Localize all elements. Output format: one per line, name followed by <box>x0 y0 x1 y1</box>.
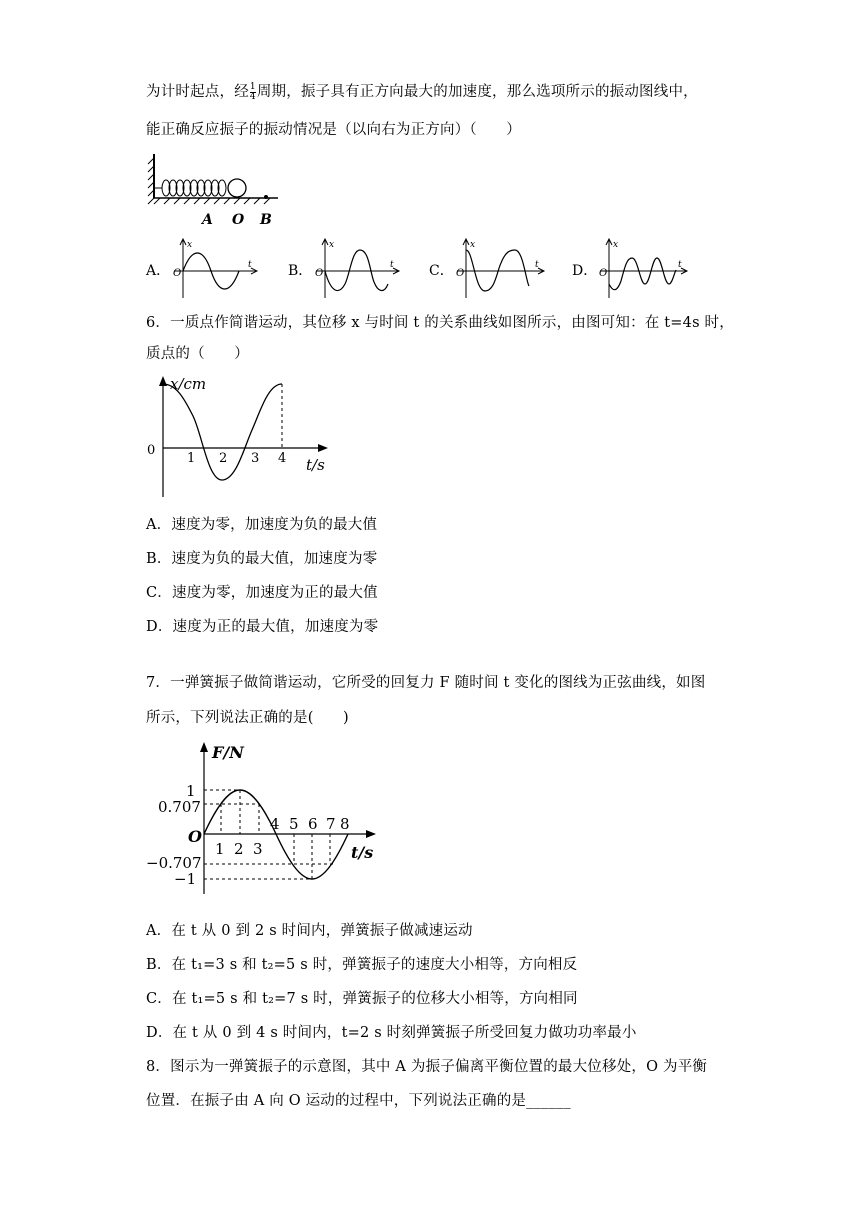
q6-displacement-graph <box>140 372 340 502</box>
q5-line-1-pre: 为计时起点，经 <box>146 84 249 100</box>
q6-tick-2: 2 <box>219 451 228 466</box>
q6-line-1: 6．一质点作简谐运动，其位移 x 与时间 t 的关系曲线如图所示，由图可知：在 t=4s 时， <box>146 315 734 331</box>
svg-text:t: t <box>535 260 539 270</box>
q7-x-tick-4: 4 <box>270 815 280 833</box>
q7-y-tick-1: 1 <box>186 782 196 800</box>
q6-option-c: C．速度为零，加速度为正的最大值 <box>146 585 378 601</box>
svg-text:O: O <box>315 268 324 279</box>
svg-text:x: x <box>613 240 619 250</box>
q5-line-2: 能正确反应振子的振动情况是（以向右为正方向）（ ） <box>146 122 521 138</box>
q7-x-tick-3: 3 <box>253 840 263 858</box>
svg-text:x: x <box>470 240 476 250</box>
q7-x-tick-6: 6 <box>308 815 318 833</box>
q7-x-tick-1: 1 <box>215 840 225 858</box>
q6-x-axis-label: t/s <box>306 456 325 474</box>
q7-option-d: D．在 t 从 0 到 4 s 时间内，t=2 s 时刻弹簧振子所受回复力做功功率最小 <box>146 1025 637 1041</box>
quarter-fraction: $\frac{1}{4}$ <box>249 81 256 102</box>
q7-option-c: C．在 t₁=5 s 和 t₂=7 s 时，弹簧振子的位移大小相等，方向相同 <box>146 991 578 1007</box>
q6-y-axis-label: x/cm <box>170 375 207 393</box>
q7-force-graph <box>144 738 384 898</box>
q6-option-b: B．速度为负的最大值，加速度为零 <box>146 551 378 567</box>
q5-option-a-graph <box>170 236 260 300</box>
spring-label-b: B <box>260 212 272 228</box>
q7-y-tick-neg-0707: −0.707 <box>146 854 202 872</box>
q7-y-axis-label: F/N <box>212 743 244 762</box>
q5-option-a-label: A． <box>146 263 171 279</box>
svg-text:t: t <box>390 260 394 270</box>
svg-text:t: t <box>678 260 682 270</box>
q7-x-tick-5: 5 <box>289 815 299 833</box>
q5-option-d-label: D． <box>572 263 598 279</box>
spring-label-o: O <box>232 212 245 228</box>
q6-tick-3: 3 <box>251 451 260 466</box>
q6-tick-4: 4 <box>278 451 287 466</box>
svg-text:x: x <box>329 240 335 250</box>
q7-origin-label: O <box>188 827 202 846</box>
q8-line-1: 8．图示为一弹簧振子的示意图，其中 A 为振子偏离平衡位置的最大位移处，O 为平衡 <box>146 1059 708 1075</box>
svg-text:x: x <box>187 240 193 250</box>
q7-option-b: B．在 t₁=3 s 和 t₂=5 s 时，弹簧振子的速度大小相等，方向相反 <box>146 957 578 973</box>
q6-tick-1: 1 <box>187 451 196 466</box>
svg-text:O: O <box>599 268 608 279</box>
q7-y-tick-0707: 0.707 <box>158 798 201 816</box>
q7-x-axis-label: t/s <box>351 843 374 862</box>
svg-text:O: O <box>173 268 182 279</box>
spring-oscillator-figure <box>146 150 286 230</box>
q7-y-tick-neg-1: −1 <box>174 870 197 888</box>
q5-option-b-graph <box>312 236 402 300</box>
q5-option-c-graph <box>453 236 548 300</box>
q5-option-c-label: C． <box>429 263 454 279</box>
svg-text:t: t <box>248 260 252 270</box>
q7-option-a: A．在 t 从 0 到 2 s 时间内，弹簧振子做减速运动 <box>146 923 473 939</box>
q7-line-2: 所示，下列说法正确的是( ) <box>146 710 349 726</box>
q6-option-d: D．速度为正的最大值，加速度为零 <box>146 619 379 635</box>
q6-origin-label: 0 <box>147 443 156 458</box>
q5-line-1 <box>146 80 698 102</box>
q6-option-a: A．速度为零，加速度为负的最大值 <box>146 517 378 533</box>
q7-x-tick-2: 2 <box>234 840 244 858</box>
q8-line-2: 位置．在振子由 A 向 O 运动的过程中，下列说法正确的是______ <box>146 1093 571 1109</box>
q5-line-1-post: 周期，振子具有正方向最大的加速度，那么选项所示的振动图线中， <box>256 84 698 100</box>
q7-line-1: 7．一弹簧振子做简谐运动，它所受的回复力 F 随时间 t 变化的图线为正弦曲线，如图 <box>146 675 706 691</box>
q5-option-d-graph <box>596 236 691 300</box>
q5-option-b-label: B． <box>288 263 313 279</box>
q6-line-2: 质点的（ ） <box>146 346 249 362</box>
q7-x-tick-7: 7 <box>326 815 336 833</box>
q7-x-tick-8: 8 <box>340 815 350 833</box>
svg-text:O: O <box>456 268 465 279</box>
spring-label-a: A <box>202 212 213 228</box>
